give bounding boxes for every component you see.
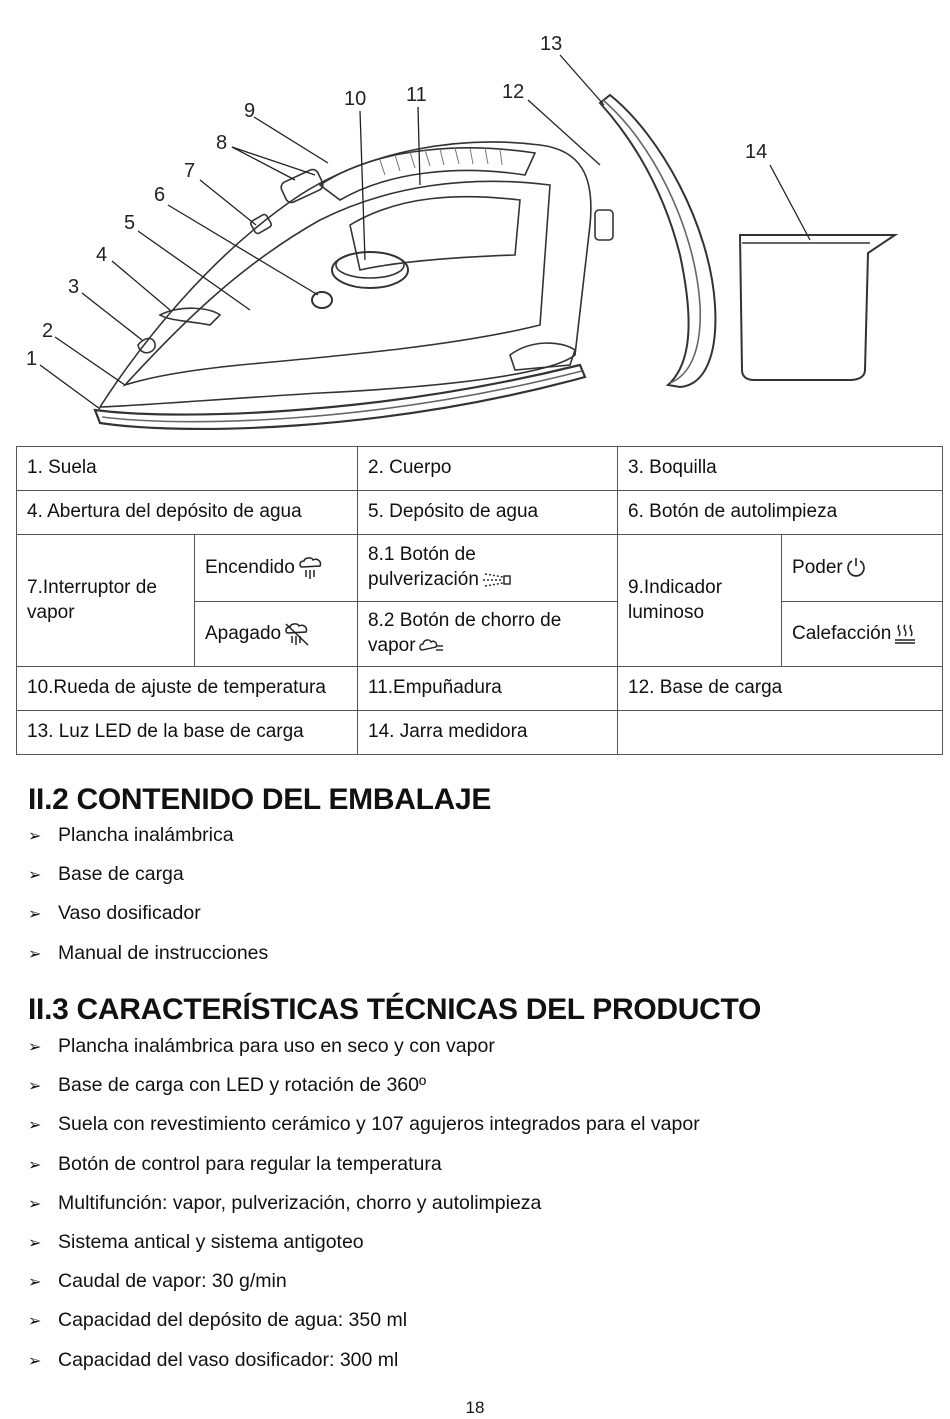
part-5: 5. Depósito de agua [358,491,618,535]
list-item [28,1145,700,1184]
part-4: 4. Abertura del depósito de agua [17,491,358,535]
spray-icon [481,571,513,589]
list-item-text: Multifunción: vapor, pulverización, chorro y autolimpieza [58,1191,542,1214]
bullet-arrow-icon: ➢ [28,1313,42,1331]
callout-2: 2 [42,320,54,342]
indicator-heat-label: Calefacción [792,622,892,644]
section-specs-title: II.3 CARACTERÍSTICAS TÉCNICAS DEL PRODUCTO [28,993,762,1026]
part-12: 12. Base de carga [618,667,943,711]
table-row [17,491,943,535]
list-item [28,1301,700,1340]
list-item-text: Base de carga con LED y rotación de 360º [58,1074,427,1097]
callout-12: 12 [502,81,525,103]
list-item-text: Plancha inalámbrica para uso en seco y con vapor [58,1035,495,1057]
list-item [28,816,268,855]
bullet-arrow-icon: ➢ [28,1156,42,1174]
list-item [28,855,268,894]
callout-9: 9 [244,100,256,122]
burst-line-1: 8.2 Botón de chorro de [368,610,562,632]
part-6: 6. Botón de autolimpieza [618,491,943,535]
part-3: 3. Boquilla [618,447,943,491]
list-item-text: Base de carga [58,863,184,886]
part-10: 10.Rueda de ajuste de temperatura [17,667,358,711]
list-item-text: Capacidad del depósito de agua: 350 ml [58,1309,408,1332]
steam-off-icon [283,621,311,647]
table-row [17,711,943,755]
bullet-arrow-icon: ➢ [28,1195,42,1213]
bullet-arrow-icon: ➢ [28,1234,42,1252]
steam-on-icon [297,555,325,581]
callout-13: 13 [540,33,563,55]
list-item [28,1341,700,1380]
callout-14: 14 [745,141,768,163]
bullet-arrow-icon: ➢ [28,1039,42,1056]
list-item [28,1027,700,1066]
table-row [17,447,943,491]
power-icon [845,556,867,578]
table-row [17,535,943,602]
list-item [28,1105,700,1144]
bullet-arrow-icon: ➢ [28,828,42,845]
list-item [28,1184,700,1223]
empty-cell [618,711,943,755]
handle [320,148,535,200]
callout-11: 11 [406,84,427,106]
specs-list [28,1027,700,1380]
bullet-arrow-icon: ➢ [28,1078,42,1096]
section-packaging-title: II.2 CONTENIDO DEL EMBALAJE [28,783,492,816]
heating-icon [893,622,917,646]
list-item-text: Botón de control para regular la temperatura [58,1152,442,1175]
steam-burst-cell [358,602,618,667]
page-number: 18 [465,1398,485,1417]
burst-line-2: vapor [368,635,416,656]
callout-4: 4 [96,244,108,266]
list-item [28,894,268,933]
part-9-label: 9.Indicador luminoso [618,535,782,667]
steam-burst-icon [418,636,444,656]
water-inlet [160,308,220,325]
spray-steam-buttons [279,168,325,205]
measuring-cup [740,235,895,380]
list-item [28,934,268,973]
list-item-text: Manual de instrucciones [58,941,269,964]
part-14: 14. Jarra medidora [358,711,618,755]
part-13: 13. Luz LED de la base de carga [17,711,358,755]
iron-diagram [20,25,930,445]
callout-6: 6 [154,184,166,206]
self-clean-button [312,292,332,308]
callout-3: 3 [68,276,80,298]
callout-10: 10 [344,88,367,110]
callout-1: 1 [26,348,38,370]
part-2: 2. Cuerpo [358,447,618,491]
spray-line-1: 8.1 Botón de [368,544,476,566]
list-item [28,1066,700,1105]
switch-off-label: Apagado [205,623,282,645]
part-7-label: 7.Interruptor de vapor [17,535,195,667]
bullet-arrow-icon: ➢ [28,1274,42,1292]
callout-7: 7 [184,160,196,182]
callout-5: 5 [124,212,136,234]
part-11: 11.Empuñadura [358,667,618,711]
list-item-text: Plancha inalámbrica [58,824,234,846]
bullet-arrow-icon: ➢ [28,945,42,963]
list-item-text: Vaso dosificador [58,902,201,925]
list-item-text: Caudal de vapor: 30 g/min [58,1270,287,1293]
bullet-arrow-icon: ➢ [28,906,42,924]
parts-table [16,446,943,755]
spray-line-2: pulverización [368,569,479,590]
switch-on-cell [195,535,358,602]
charging-base-led [595,210,613,240]
packaging-list [28,816,268,973]
switch-off-cell [195,602,358,667]
table-row [17,667,943,711]
list-item [28,1262,700,1301]
bullet-arrow-icon: ➢ [28,1352,42,1370]
iron-inner-body [125,181,550,385]
switch-on-label: Encendido [205,557,295,579]
list-item-text: Capacidad del vaso dosificador: 300 ml [58,1348,399,1371]
spray-button-cell [358,535,618,602]
part-1: 1. Suela [17,447,358,491]
indicator-power-cell [782,535,943,602]
bullet-arrow-icon: ➢ [28,867,42,885]
indicator-heat-cell [782,602,943,667]
indicator-power-label: Poder [792,556,843,578]
list-item-text: Suela con revestimiento cerámico y 107 agujeros integrados para el vapor [58,1113,700,1136]
callout-8: 8 [216,132,228,154]
list-item-text: Sistema antical y sistema antigoteo [58,1230,364,1253]
bullet-arrow-icon: ➢ [28,1117,42,1135]
list-item [28,1223,700,1262]
